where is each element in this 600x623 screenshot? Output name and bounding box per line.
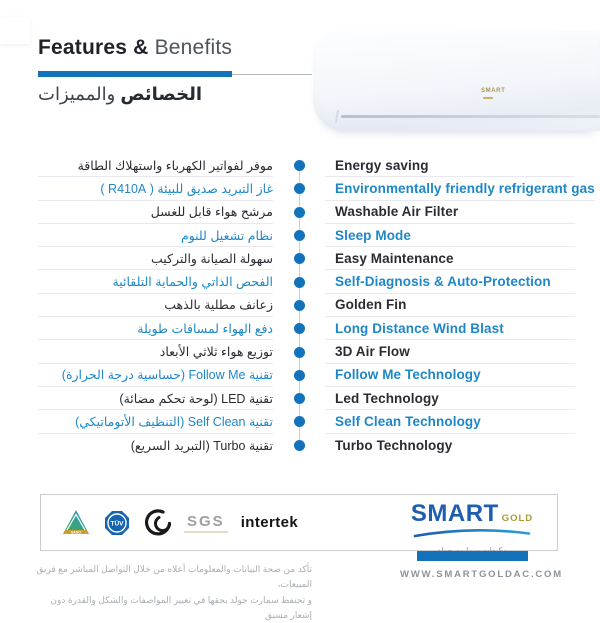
bullet-dot-icon (294, 416, 305, 427)
intertek-certification-logo: intertek (240, 514, 299, 531)
air-conditioner-image (313, 30, 600, 131)
feature-label-english: Easy Maintenance (325, 247, 575, 270)
page-title (38, 36, 232, 60)
bullet-dot-icon (294, 323, 305, 334)
feature-connector (273, 387, 325, 410)
feature-row (38, 387, 575, 410)
feature-label-arabic: نظام تشغيل للنوم (38, 224, 273, 247)
feature-row (38, 294, 575, 317)
page-title-arabic (38, 84, 202, 105)
svg-text:SASO: SASO (70, 529, 82, 534)
feature-label-english: Long Distance Wind Blast (325, 317, 575, 340)
tuv-certification-icon (104, 510, 130, 536)
sgs-certification-logo: SGS (184, 513, 228, 533)
certification-logos (61, 495, 298, 550)
feature-row (38, 410, 575, 433)
feature-row (38, 201, 575, 224)
brand-name-text: SMART (410, 500, 499, 527)
feature-connector (273, 270, 325, 293)
ac-brand-label: SMART (481, 88, 506, 94)
smart-gold-logo (411, 502, 533, 555)
feature-row (38, 247, 575, 270)
feature-label-english: Led Technology (325, 387, 575, 410)
feature-connector (273, 201, 325, 224)
bullet-dot-icon (294, 160, 305, 171)
saudi-quality-mark-icon (143, 508, 171, 538)
feature-label-arabic: غاز التبريد صديق للبيئة ( R410A ) (38, 177, 273, 200)
ac-brand-label-gold-bar (483, 97, 493, 99)
bullet-dot-icon (294, 277, 305, 288)
feature-row (38, 434, 575, 457)
bullet-dot-icon (294, 300, 305, 311)
feature-row (38, 317, 575, 340)
feature-label-arabic: دفع الهواء لمسافات طويلة (38, 317, 273, 340)
feature-label-arabic: سهولة الصيانة والتركيب (38, 247, 273, 270)
saso-certification-icon (61, 508, 91, 538)
features-list (38, 154, 595, 457)
feature-label-english: Self-Diagnosis & Auto-Protection (325, 270, 575, 293)
feature-label-arabic: زعانف مطلية بالذهب (38, 294, 273, 317)
bullet-dot-icon (294, 347, 305, 358)
feature-connector (273, 247, 325, 270)
page-title-light: Benefits (154, 36, 233, 59)
feature-connector (273, 224, 325, 247)
disclaimer-line-1: تأكد من صحة البيانات والمعلومات أعلاه من خلال التواصل المباشر مع فريق المبيعات، (36, 564, 312, 590)
feature-label-english: Environmentally friendly refrigerant gas (325, 177, 595, 200)
feature-label-english: Turbo Technology (335, 437, 453, 453)
feature-label-english: Follow Me Technology (325, 364, 575, 387)
disclaimer-text (36, 562, 312, 623)
feature-label-arabic: مرشح هواء قابل للغسل (38, 201, 273, 224)
corner-artifact (0, 17, 30, 44)
brand-suffix-text: GOLD (501, 513, 534, 524)
ac-vent-line (341, 115, 600, 118)
feature-label-english: 3D Air Flow (325, 340, 575, 363)
feature-label-english: Washable Air Filter (325, 201, 575, 224)
feature-connector (273, 434, 325, 457)
page-title-bold: Features & (38, 36, 149, 59)
feature-row (38, 364, 575, 387)
bullet-dot-icon (294, 393, 305, 404)
disclaimer-line-2: و تحتفظ سمارت جولد بحقها في تغيير المواصفات والشكل والقدرة دون إشعار مسبق (50, 594, 312, 620)
feature-connector (273, 410, 325, 433)
feature-row (38, 177, 595, 200)
feature-label-english: Golden Fin (325, 294, 575, 317)
feature-connector (273, 154, 325, 177)
feature-label-english: Energy saving (325, 154, 575, 177)
feature-connector (273, 294, 325, 317)
bullet-dot-icon (294, 230, 305, 241)
ac-flap-edge (335, 110, 339, 123)
feature-connector (273, 364, 325, 387)
bullet-dot-icon (294, 253, 305, 264)
title-underline-thin-line (232, 74, 312, 75)
bullet-dot-icon (294, 183, 305, 194)
brand-accent-bar (417, 551, 528, 561)
svg-text:TÜV: TÜV (110, 519, 124, 527)
feature-connector (273, 317, 325, 340)
feature-row (38, 154, 575, 177)
certifications-box (40, 494, 558, 551)
page-title-arabic-light: والمميزات (38, 84, 116, 104)
feature-label-english: Self Clean Technology (325, 410, 575, 433)
bullet-dot-icon (294, 207, 305, 218)
feature-label-arabic: موفر لفواتير الكهرباء واستهلاك الطاقة (38, 154, 273, 177)
feature-label-arabic: توزيع هواء ثلاثي الأبعاد (38, 340, 273, 363)
feature-connector (273, 177, 325, 200)
feature-label-english: Sleep Mode (325, 224, 575, 247)
bullet-dot-icon (294, 440, 305, 451)
feature-label-arabic: تقنية Follow Me (حساسية درجة الحرارة) (38, 364, 273, 387)
feature-row (38, 340, 575, 363)
feature-label-arabic: الفحص الذاتي والحماية التلقائية (38, 270, 273, 293)
feature-connector (273, 340, 325, 363)
bullet-dot-icon (294, 370, 305, 381)
feature-label-arabic: تقنية Turbo (التبريد السريع) (130, 438, 273, 453)
feature-label-arabic: تقنية Self Clean (التنظيف الأتوماتيكي) (38, 410, 273, 433)
feature-row (38, 270, 575, 293)
page-title-arabic-bold: الخصائص (120, 84, 203, 104)
website-url: WWW.SMARTGOLDAC.COM (400, 569, 563, 580)
brand-swoosh-icon (413, 529, 531, 539)
title-underline-bar (38, 71, 232, 77)
feature-row (38, 224, 575, 247)
feature-label-arabic: تقنية LED (لوحة تحكم مضائة) (38, 387, 273, 410)
smart-gold-wordmark (411, 502, 533, 526)
